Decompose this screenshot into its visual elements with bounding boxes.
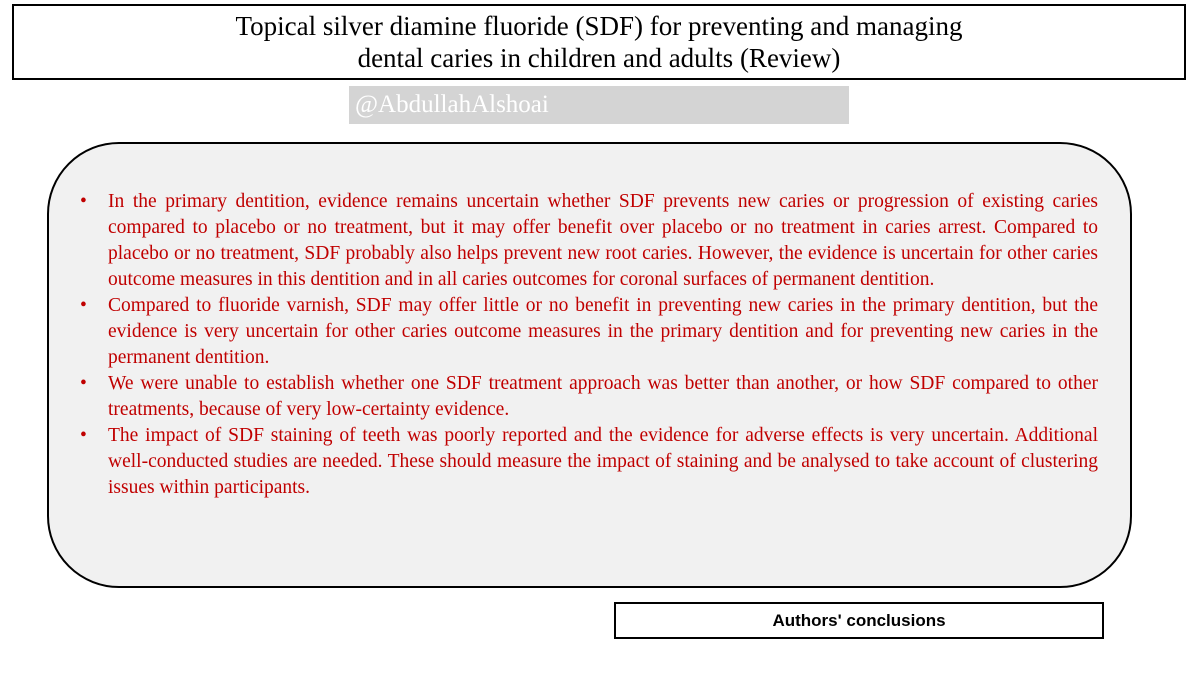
section-label-box (614, 602, 1104, 639)
list-item (80, 423, 1098, 501)
list-item-text: Compared to fluoride varnish, SDF may offer little or no benefit in preventing new caries in the primary dentition, but the evidence is very uncertain for other caries outcome measures in the primary dentition and for preventing new caries in the permanent dentition. (108, 295, 1098, 368)
title-box (12, 4, 1186, 80)
bullet-icon: • (80, 425, 87, 446)
conclusions-list (80, 189, 1098, 501)
list-item-text: The impact of SDF staining of teeth was poorly reported and the evidence for adverse effects is very uncertain. Additional well-conducted studies are needed. These should measure the impact of staining and be analysed to take account of clustering issues within participants. (108, 425, 1098, 498)
bullet-icon: • (80, 295, 87, 316)
title-line-2: dental caries in children and adults (Review) (357, 43, 841, 73)
bullet-icon: • (80, 191, 87, 212)
list-item (80, 371, 1098, 423)
list-item (80, 293, 1098, 371)
section-label: Authors' conclusions (772, 610, 946, 630)
list-item-text: We were unable to establish whether one SDF treatment approach was better than another, or how SDF compared to other treatments, because of very low-certainty evidence. (108, 373, 1098, 420)
bullet-icon: • (80, 373, 87, 394)
title-line-1: Topical silver diamine fluoride (SDF) for preventing and managing (235, 11, 963, 41)
list-item (80, 189, 1098, 293)
watermark-handle: @AbdullahAlshoai (349, 86, 849, 124)
list-item-text: In the primary dentition, evidence remains uncertain whether SDF prevents new caries or progression of existing caries compared to placebo or no treatment, but it may offer benefit over placebo or no treatment in caries arrest. Compared to placebo or no treatment, SDF probably also helps prevent new root caries. However, the evidence is uncertain for other caries outcome measures in this dentition and in all caries outcomes for coronal surfaces of permanent dentition. (108, 191, 1098, 290)
